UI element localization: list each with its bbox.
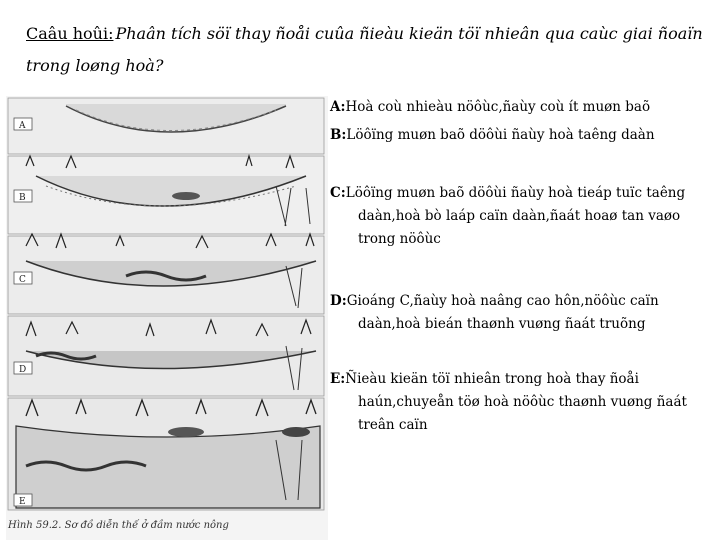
panel-label-b: B	[19, 193, 26, 203]
answer-c-line-2: daàn,hoà bò laáp caïn daàn,ñaát hoaø tan vaøo	[358, 208, 681, 224]
panel-label-d: D	[19, 365, 27, 375]
answer-d-line-2: daàn,hoà bieán thaønh vuøng ñaát truõng	[358, 316, 646, 332]
panel-label-c: C	[19, 275, 26, 285]
answer-d	[330, 290, 696, 336]
answer-key-c: C:	[330, 185, 346, 201]
question-line-1: Phaân tích söï thay ñoåi cuûa ñieàu kieän töï nhieân qua caùc giai ñoaïn	[115, 24, 703, 43]
answer-c-line-3: trong nöôùc	[358, 231, 441, 247]
panel-e	[8, 398, 324, 510]
question-text	[26, 18, 716, 82]
answer-e-line-3: treân caïn	[358, 417, 428, 433]
answer-d-line-1: Gioáng C,ñaùy hoà naâng cao hôn,nöôùc caïn	[346, 293, 659, 309]
answer-e-line-2: haún,chuyeån töø hoà nöôùc thaønh vuøng ñaát	[358, 394, 687, 410]
panel-d	[8, 316, 324, 396]
question-line-2: trong loøng hoà	[26, 56, 155, 75]
question-label: Caâu hoûi:	[26, 24, 114, 43]
answer-b-line-1: Löôïng muøn baõ döôùi ñaùy hoà taêng daàn	[346, 127, 655, 143]
answer-c-line-1: Löôïng muøn baõ döôùi ñaùy hoà tieáp tuïc taêng	[345, 185, 686, 201]
answer-a	[330, 96, 696, 119]
answer-key-e: E:	[330, 371, 346, 387]
panel-a	[8, 98, 324, 154]
answer-key-a: A:	[330, 99, 346, 115]
answer-key-d: D:	[330, 293, 347, 309]
panel-label-e: E	[19, 497, 26, 507]
figure-caption: Hình 59.2. Sơ đồ diễn thế ở đầm nước nông	[8, 520, 229, 531]
answer-e-line-1: Ñieàu kieän töï nhieân trong hoà thay ñoåi	[345, 371, 639, 387]
panel-b	[8, 156, 324, 234]
answer-key-b: B:	[330, 127, 347, 143]
panel-c	[8, 234, 324, 314]
answer-c	[330, 182, 696, 251]
succession-figure	[6, 96, 328, 540]
answer-e	[330, 368, 696, 437]
answer-b	[330, 124, 696, 147]
panel-label-a: A	[19, 121, 26, 131]
answer-a-line-1: Hoà coù nhieàu nöôùc,ñaùy coù ít muøn baõ	[345, 99, 651, 115]
question-tail: ?	[154, 56, 164, 75]
